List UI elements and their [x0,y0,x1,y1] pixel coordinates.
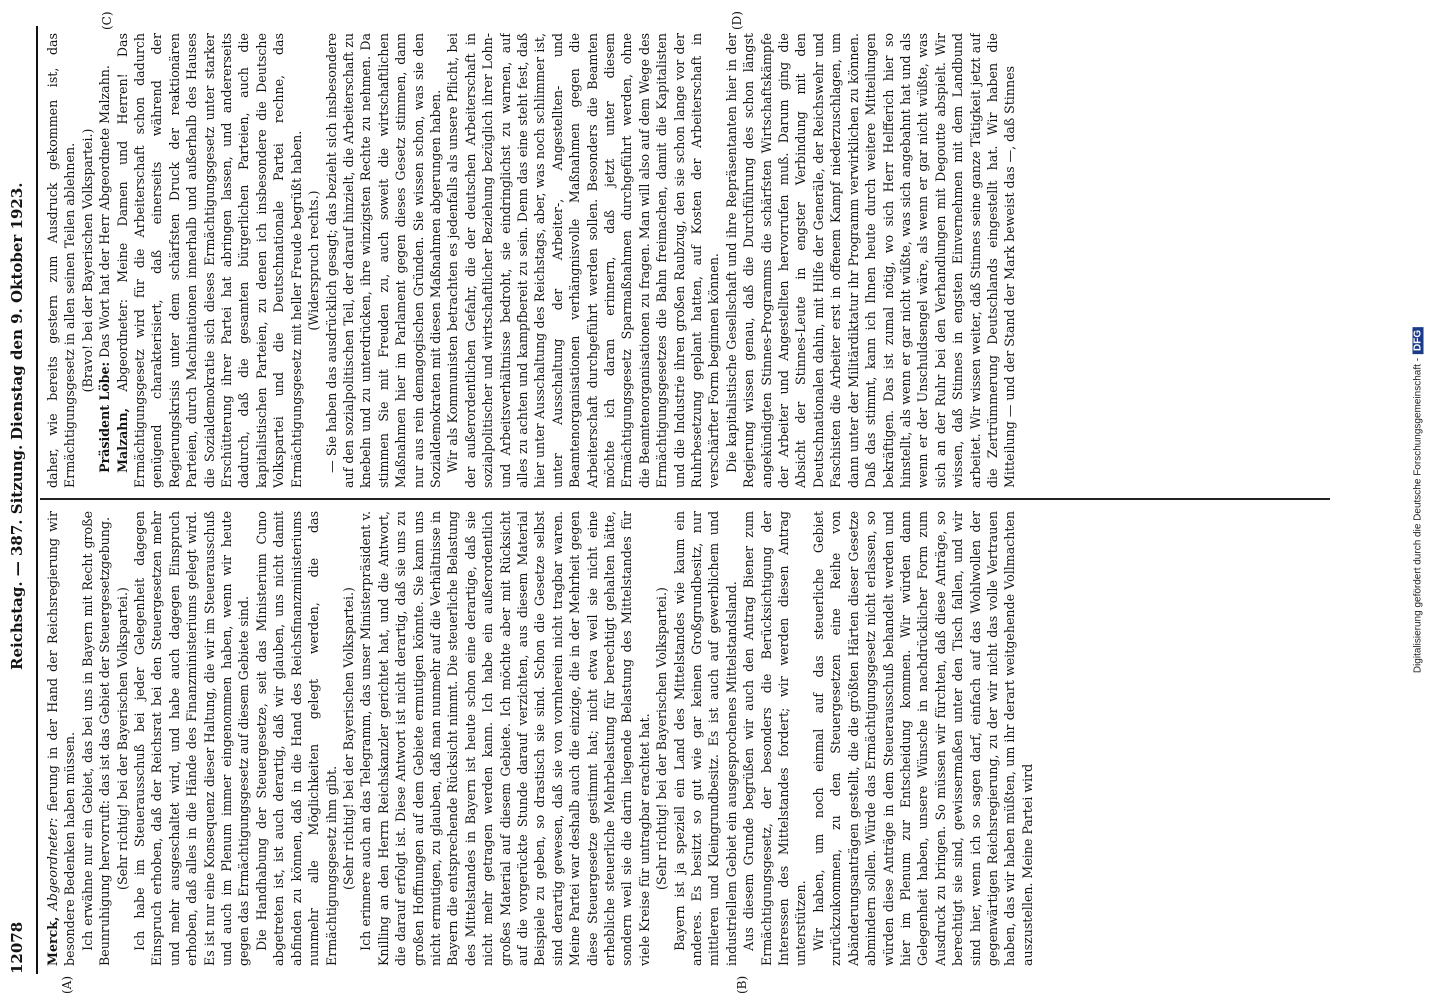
dfg-logo: DFG [1413,327,1424,354]
speaker-name: Merck, [45,916,60,966]
paragraph: Aus diesem Grunde begrüßen wir auch den Antrag Biener zum Ermächtigungsgesetz, der besonders die Berücksichtigung der Interessen des Mittelstandes fordert; wir werden diesen Antrag unterstützen. [741,511,809,966]
paragraph: Ich erwähne nur ein Gebiet, das bei uns in Bayern mit Recht große Beunruhigung hervorruft: das ist das Gebiet der Steuergesetzgebung. [79,511,113,966]
page-number: 12078 [8,921,26,974]
speaker-role: Abgeordneter: [45,817,60,911]
right-column [44,33,1334,488]
running-header-left: Reichstag. — 387. Sitzung. [8,444,26,670]
paragraph: Merck, Abgeordneter: fierung in der Hand der Reichsregierung wir besondere Bedenken haben müssen. [45,511,78,966]
speaker-label: Präsident Löbe: [97,361,113,473]
paragraph: — Sie haben das ausdrücklich gesagt; das bezieht sich insbesondere auf den sozialpolitischen Teil, der darauf hinzielt, die Arbeiterschaft zu knebeln und zu unterdrücken, ihre winzigsten Rechte zu nehmen. Da stimmen Sie mit Freuden zu, auch soweit die wirtschaftlichen Maßnahmen hier im Parlament gegen dieses Gesetz stimmen, dann nur aus rein demagogischen Gründen. Sie wissen schon, was sie den Sozialdemokraten mit diesen Maßnahmen abgerungen haben. [323,33,443,488]
interjection: (Bravo! bei der Bayerischen Volkspartei.) [79,128,95,393]
paragraph: Die kapitalistische Gesellschaft und ihre Repräsentanten hier in der Regierung wissen genau, daß die Durchführung des schon längst angekündigten Stinnes-Programms die schärfsten Wirtschaftskämpfe der Arbeiter und Angestellten hervorrufen muß. Darum ging die Absicht der Stinnes-Leute in engster Verbindung mit den Deutschnationalen dahin, mit Hilfe der Generäle, der Reichswehr und Faschisten die Arbeiter erst in offenem Kampf niederzuschlagen, um dann unter der Militärdiktatur ihr Programm verwirklichen zu können. Daß das stimmt, kann ich Ihnen heute durch weitere Mitteilungen bekräftigen. Das ist zumal nötig, wo sich Herr Helfferich hier so hinstellt, als wenn er gar nicht wüßte, was sich angebahnt hat und als wenn er der Unschuldsengel wäre, als wenn er gar nicht wüßte, was sich an der Ruhr bei den Verhandlungen mit Degoutte abspielt. Wir wissen, daß Stinnes in engsten Einvernehmen mit dem Landbund arbeitet. Wir wissen weiter, daß Stinnes seine ganze Tätigkeit jetzt auf die Zertrümmerung Deutschlands eingestellt hat. Wir haben die Mitteilung — und der Stand der Mark beweist das —, daß Stinnes [723,33,1018,488]
margin-marker-b: (B) [735,975,749,994]
paragraph: Die Handhabung der Steuergesetze, seit das Ministerium Cuno abgetreten ist, ist auch derartig, daß wir glauben, uns nicht damit abfinden zu können, daß in die Hand des Reichsfinanzministeriums nunmehr alle Möglichkeiten gelegt werden, die das Ermächtigungsgesetz ihm gibt. [253,511,339,966]
column-divider [40,498,1330,500]
interjection: (Sehr richtig! bei der Bayerischen Volkspartei.) [654,587,670,890]
paragraph: Bayern ist ja speziell ein Land des Mittelstandes wie kaum ein anderes. Es besitzt so gut wie gar keinen Großgrundbesitz, nur mittleren und Kleingrundbesitz. Es ist auch auf gewerblichem und industriellem Gebiet ein ausgesprochenes Mittelstandsland. [671,511,739,966]
margin-marker-a: (A) [60,975,74,994]
paragraph: daher, wie bereits gestern zum Ausdruck gekommen ist, das Ermächtigungsgesetz in allen seinen Teilen ablehnen. [45,33,78,488]
margin-marker-c: (C) [100,11,114,30]
interjection: (Sehr richtig! bei der Bayerischen Volkspartei.) [340,587,356,890]
running-header-right: Dienstag den 9. Oktober 1923. [8,182,26,440]
paragraph: Ich erinnere auch an das Telegramm, das unser Ministerpräsident v. Knilling an den Herrn Reichskanzler gerichtet hat, und die Antwort, die darauf erfolgt ist. Diese Antwort ist nicht derartig, daß sie uns zu großen Hoffnungen auf dem Gebiete ermutigen könnte. Sie kann uns nicht ermutigen, zu glauben, daß man nunmehr auf die Verhältnisse in Bayern die entsprechende Rücksicht nimmt. Die steuerliche Belastung des Mittelstandes in Bayern ist heute schon eine derartige, daß sie nicht mehr getragen werden kann. Ich habe ein außerordentlich großes Material auf diesem Gebiete. Ich möchte aber mit Rücksicht auf die vorgerückte Stunde darauf verzichten, aus diesem Material Beispiele zu geben, so drastisch sie sind. Schon die Gesetze selbst sind derartig gewesen, daß sie von vornherein nicht tragbar waren. Meine Partei war deshalb auch die einzige, die in der Mehrheit gegen diese Steuergesetze gestimmt hat; nicht etwa weil sie nicht eine erhebliche steuerliche Mehrbelastung für berechtigt gehalten hätte, sondern weil sie die darin liegende Belastung des Mittelstandes für viele Kreise für untragbar erachtet hat. [358,511,652,966]
paragraph: Wir als Kommunisten betrachten es jedenfalls als unsere Pflicht, bei der außerordentlichen Gefahr, die der deutschen Arbeiterschaft in sozialpolitischer und wirtschaftlicher Beziehung bezüglich ihrer Lohn- und Arbeitsverhältnisse bedroht, sie eindringlichst zu warnen, auf alles zu achten und kampfbereit zu sein. Denn das eine steht fest, daß hier unter Ausschaltung des Reichstags, aber, was noch schlimmer ist, unter Ausschaltung der Arbeiter-, Angestellten- und Beamtenorganisationen verhängnisvolle Maßnahmen gegen die Arbeiterschaft durchgeführt werden sollen. Besonders die Beamten möchte ich daran erinnern, daß jetzt unter diesem Ermächtigungsgesetz Sparmaßnahmen durchgeführt werden, ohne die Beamtenorganisationen zu fragen. Man will also auf dem Wege des Ermächtigungsgesetzes die Bahn freimachen, damit die Kapitalisten und die Industrie ihren großen Raubzug, den sie schon lange vor der Ruhrbesetzung geplant hatten, auf Kosten der Arbeiterschaft in verschärfter Form beginnen können. [445,33,722,488]
speaker-label: Malzahn, [114,407,130,473]
digitization-credit [1404,0,1432,1000]
paragraph: Ich habe im Steuerausschuß bei jeder Gelegenheit dagegen Einspruch erhoben, daß der Reichsrat bei den Steuergesetzen mehr und mehr ausgeschaltet wird, und habe auch dagegen Einspruch erhoben, daß alles in die Hände des Finanzministeriums gelegt wird. Es ist nur eine Konsequenz dieser Haltung, die wir im Steuerausschuß und auch im Plenum immer eingenommen haben, wenn wir heute gegen das Ermächtigungsgesetz auf diesem Gebiete sind. [132,511,252,966]
interjection: (Widerspruch rechts.) [306,190,322,331]
header-rule [36,26,38,974]
margin-marker-d: (D) [730,11,744,30]
paragraph: Wir haben, um noch einmal auf das steuerliche Gebiet zurückzukommen, zu den Steuergesetzen eine Reihe von Abänderungsanträgen gestellt, die die größten Härten dieser Gesetze abmindern sollen. Würde das Ermächtigungsgesetz nicht erlassen, so würden diese Anträge in dem Steuerausschuß behandelt werden und hier im Plenum zur Entscheidung kommen. Wir würden dann Gelegenheit haben, unsere Wünsche in nachdrücklicher Form zum Ausdruck zu bringen. So müssen wir fürchten, daß diese Anträge, so berechtigt sie sind, gewissermaßen unter den Tisch fallen, und wir sind hier, wenn ich so sagen darf, einfach auf das Wohlwollen der gegenwärtigen Reichsregierung, zu der wir nicht das volle Vertrauen haben, das wir haben müßten, um ihr derart weitgehende Vollmachten auszustellen. Meine Partei wird [810,511,1035,966]
paragraph: Präsident Löbe: Das Wort hat der Herr Abgeordnete Malzahn. [97,65,113,473]
credit-text: Digitalisierung gefördert durch die Deutsche Forschungsgemeinschaft - [1412,357,1424,674]
paragraph: Malzahn, Abgeordneter: Meine Damen und Herren! Das Ermächtigungsgesetz wird für die Arbeiterschaft schon dadurch genügend charakterisiert, daß einerseits während der Regierungskrisis unter dem schärfsten Druck der reaktionären Parteien, durch Machinationen innerhalb und außerhalb des Hauses die Sozialdemokratie sich dieses Ermächtigungsgesetz unter starker Erschütterung ihrer Partei hat abringen lassen, und andererseits dadurch, daß die gesamten bürgerlichen Parteien, auch die kapitalistischen Parteien, zu denen ich insbesondere die Deutsche Volkspartei und die Deutschnationale Partei rechne, das Ermächtigungsgesetz mit heller Freude begrüßt haben. [114,33,304,488]
interjection: (Sehr richtig! bei der Bayerischen Volkspartei.) [114,587,130,890]
left-column [44,511,1334,966]
